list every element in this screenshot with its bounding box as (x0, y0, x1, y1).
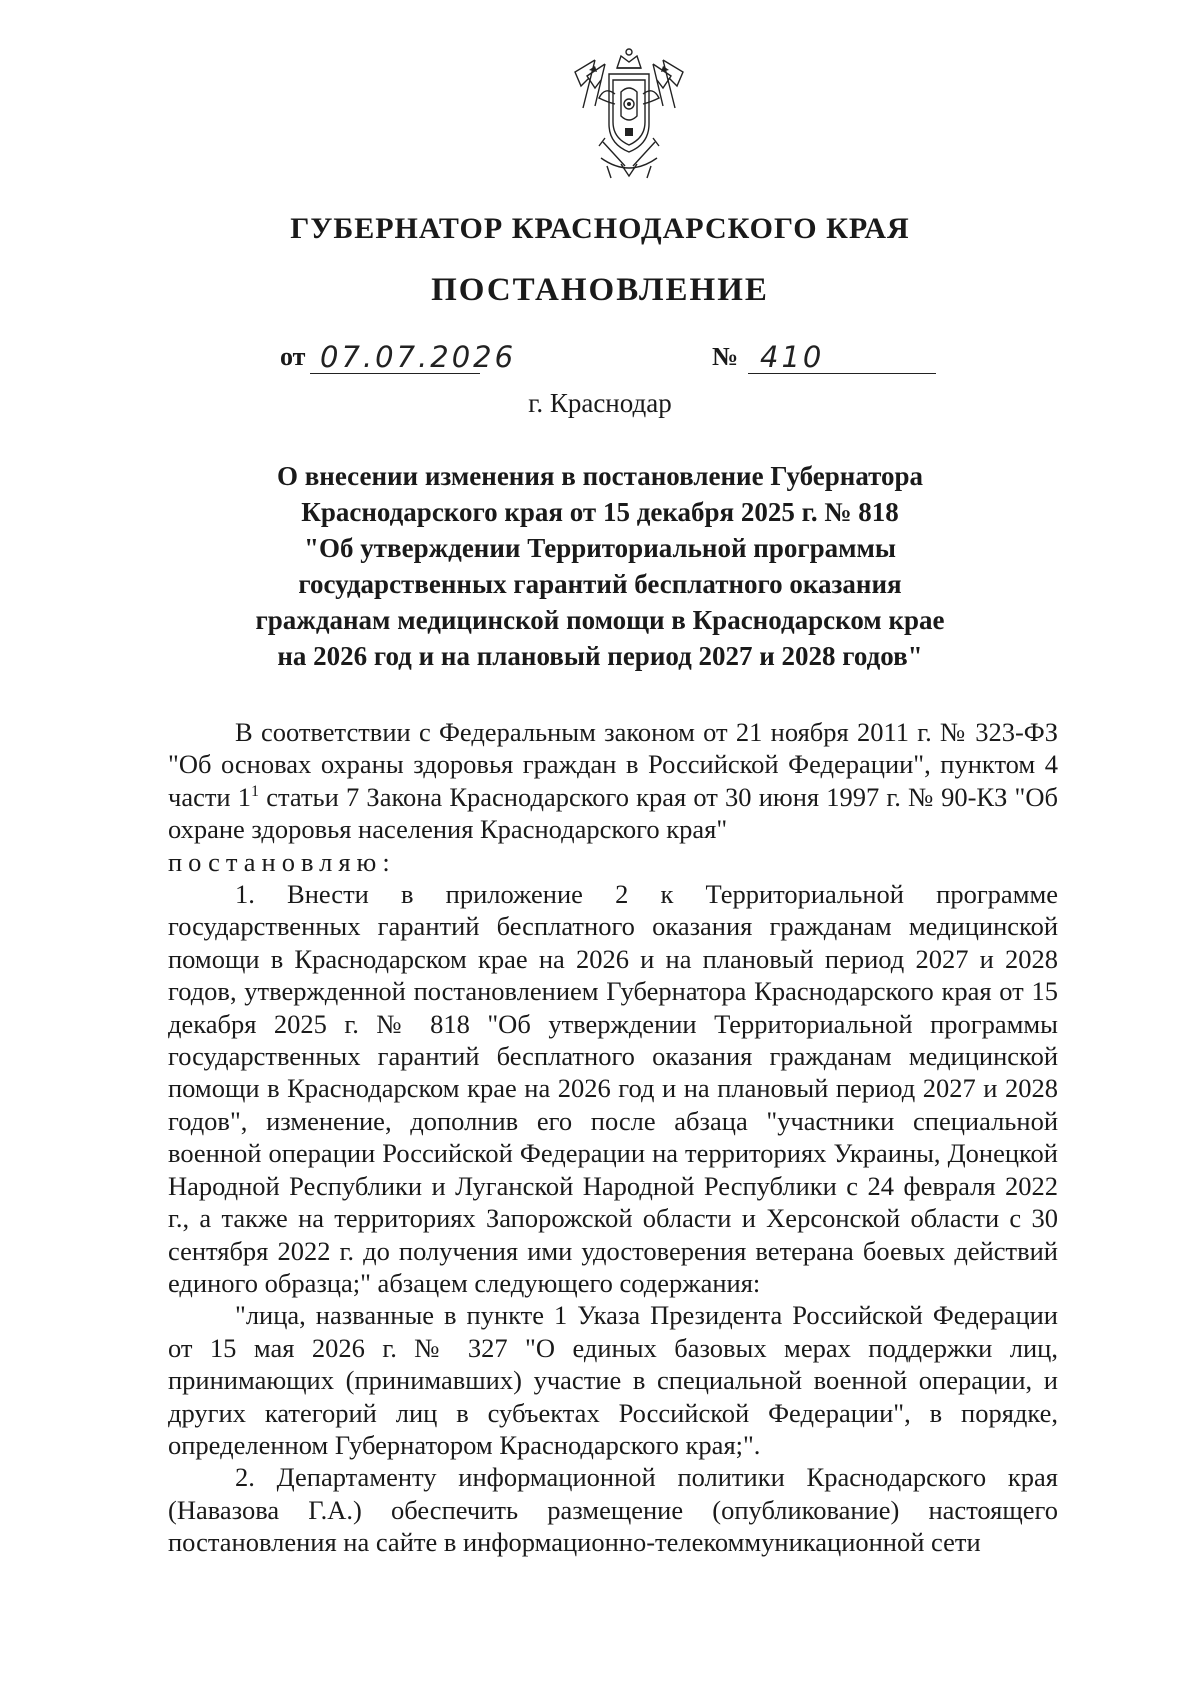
preamble-paragraph (168, 716, 1058, 846)
preamble-text: В соответствии с Федеральным законом от 21 ноября 2011 г. № 323-ФЗ "Об основах охраны здоровья граждан в Российской Федерации", пунктом 4 части 1 (168, 717, 1058, 812)
date-label: от (280, 342, 306, 371)
handwritten-date: 07.07.2026 (320, 340, 517, 374)
coat-of-arms-emblem (565, 46, 693, 184)
title-line: Краснодарского края от 15 декабря 2025 г. № 818 (301, 497, 899, 527)
handwritten-number: 410 (760, 340, 825, 374)
title-line: на 2026 год и на плановый период 2027 и 2028 годов" (277, 641, 923, 671)
document-body (168, 716, 1058, 1559)
document-type-heading: ПОСТАНОВЛЕНИЕ (431, 272, 769, 308)
decree-word: постановляю: (168, 846, 396, 877)
title-line: гражданам медицинской помощи в Краснодарском крае (255, 605, 945, 635)
title-line: "Об утверждении Территориальной программы (304, 533, 896, 563)
title-line: О внесении изменения в постановление Губернатора (276, 461, 924, 491)
issuer-heading: ГУБЕРНАТОР КРАСНОДАРСКОГО КРАЯ (290, 212, 910, 245)
document-title (220, 458, 980, 674)
superscript: 1 (251, 782, 260, 800)
date-number-line (280, 338, 1030, 378)
preamble-text-cont: статьи 7 Закона Краснодарского края от 30 июня 1997 г. № 90-КЗ "Об охране здоровья населения Краснодарского края" (168, 781, 1058, 845)
city-line: г. Краснодар (528, 388, 672, 418)
quoted-paragraph: "лица, названные в пункте 1 Указа Президента Российской Федерации от 15 мая 2026 г. № 327 "О единых базовых мерах поддержки лиц, принимающих (принимавших) участие в специальной военной операции, и других категорий лиц в субъектах Российской Федерации", в порядке, определенном Губернатором Краснодарского края;". (168, 1300, 1058, 1460)
item-2-paragraph: 2. Департаменту информационной политики Краснодарского края (Навазова Г.А.) обеспечить размещение (опубликование) настоящего постановления на сайте в информационно-телекоммуникационной сети (168, 1462, 1058, 1558)
number-label: № (712, 342, 739, 371)
title-line: государственных гарантий бесплатного оказания (298, 569, 902, 599)
item-1-paragraph: 1. Внести в приложение 2 к Территориальной программе государственных гарантий бесплатного оказания гражданам медицинской помощи в Краснодарском крае на 2026 и на плановый период 2027 и 2028 годов, утвержденной постановлением Губернатора Краснодарского края от 15 декабря 2025 г. № 818 "Об утверждении Территориальной программы государственных гарантий бесплатного оказания гражданам медицинской помощи в Краснодарском крае на 2026 год и на плановый период 2027 и 2028 годов", изменение, дополнив его после абзаца "участники специальной военной операции Российской Федерации на территориях Украины, Донецкой Народной Республики и Луганской Народной Республики с 24 февраля 2022 г., а также на территориях Запорожской области и Херсонской области с 30 сентября 2022 г. до получения ими удостоверения ветерана боевых действий единого образца;" абзацем следующего содержания: (168, 879, 1058, 1298)
